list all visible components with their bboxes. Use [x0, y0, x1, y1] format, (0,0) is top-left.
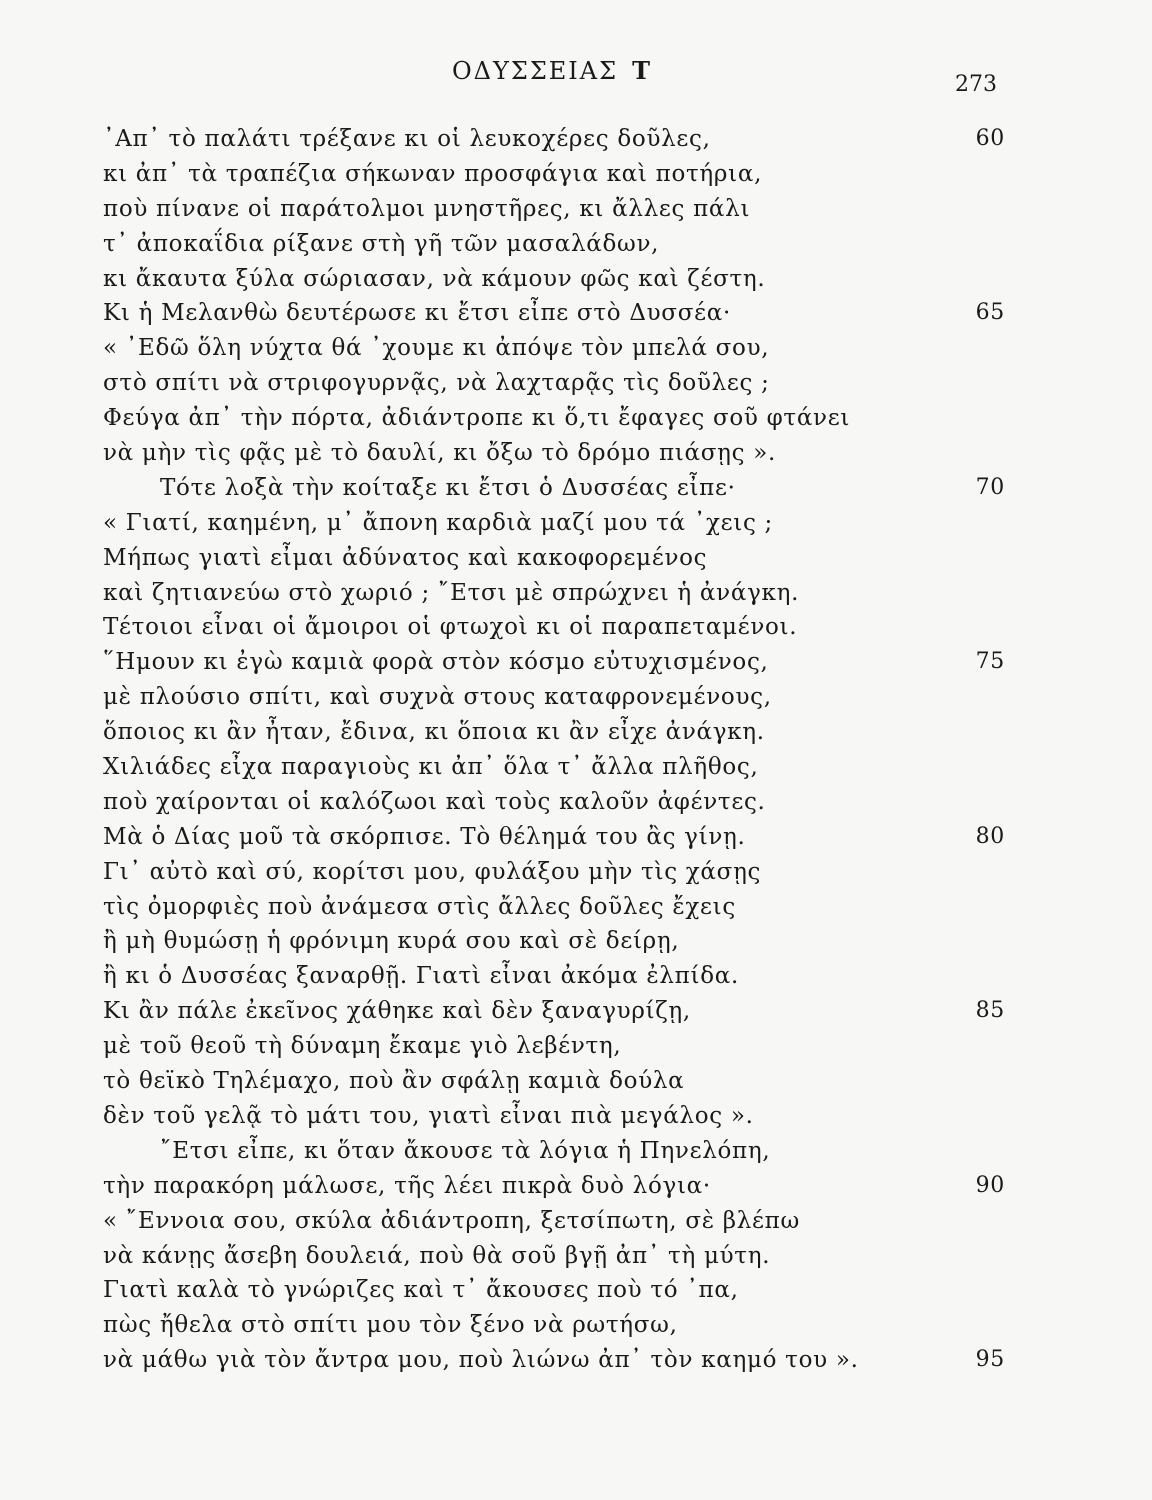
verse-line: [0, 715, 1152, 750]
line-number: 75: [975, 649, 1005, 675]
line-number: 70: [975, 474, 1005, 500]
verse-text: τὴν παρακόρη μάλωσε, τῆς λέει πικρὰ δυὸ λόγια·: [103, 1172, 711, 1199]
verse-text: ποὺ πίνανε οἱ παράτολμοι μνηστῆρες, κι ἄλλες πάλι: [103, 195, 751, 222]
verse-text: τ᾿ ἀποκαΐδια ρίξανε στὴ γῆ τῶν μασαλάδων,: [103, 230, 660, 257]
verse-text: νὰ κάνῃς ἄσεβη δουλειά, ποὺ θὰ σοῦ βγῇ ἀπ᾿ τὴ μύτη.: [103, 1242, 771, 1269]
verse-line: [0, 785, 1152, 820]
verse-text: « ῎Εννοια σου, σκύλα ἀδιάντροπη, ξετσίπωτη, σὲ βλέπω: [103, 1207, 800, 1234]
page-number: 273: [955, 72, 997, 97]
line-number: 90: [975, 1172, 1005, 1198]
verse-line: [0, 436, 1152, 471]
verse-text: τὶς ὀμορφιὲς ποὺ ἀνάμεσα στὶς ἄλλες δοῦλες ἔχεις: [103, 893, 736, 920]
verse-text: τὸ θεϊκὸ Τηλέμαχο, ποὺ ἂν σφάλῃ καμιὰ δούλα: [103, 1068, 685, 1095]
verse-line: [0, 122, 1152, 157]
verse-line: [0, 227, 1152, 262]
verse-line: [0, 610, 1152, 645]
verse-text: Χιλιάδες εἶχα παραγιοὺς κι ἀπ᾿ ὅλα τ᾿ ἄλλα πλῆθος,: [103, 754, 759, 781]
verse-text: δὲν τοῦ γελᾷ τὸ μάτι του, γιατὶ εἶναι πιὰ μεγάλος ».: [103, 1102, 754, 1129]
verse-line: [0, 541, 1152, 576]
verse-line: [0, 1029, 1152, 1064]
verse-line: [0, 1134, 1152, 1169]
verse-line: [0, 471, 1152, 506]
verse-line: [0, 262, 1152, 297]
verse-text: Φεύγα ἀπ᾿ τὴν πόρτα, ἀδιάντροπε κι ὅ,τι ἔφαγες σοῦ φτάνει: [103, 405, 851, 432]
verse-text: ῞Ημουν κι ἐγὼ καμιὰ φορὰ στὸν κόσμο εὐτυχισμένος,: [103, 649, 769, 676]
verse-text: Κι ἂν πάλε ἐκεῖνος χάθηκε καὶ δὲν ξαναγυρίζῃ,: [103, 998, 691, 1025]
verse-text: Τότε λοξὰ τὴν κοίταξε κι ἔτσι ὁ Δυσσέας εἶπε·: [160, 474, 736, 501]
running-title: [452, 56, 652, 85]
verse-line: [0, 576, 1152, 611]
page-header: [0, 52, 1152, 97]
verse-line: [0, 750, 1152, 785]
verse-text: Γι᾿ αὐτὸ καὶ σύ, κορίτσι μου, φυλάξου μὴν τὶς χάσῃς: [103, 858, 762, 885]
running-title-text: ΟΔΥΣΣΕΙΑΣ: [452, 57, 619, 85]
verse-line: [0, 890, 1152, 925]
verse-line: [0, 820, 1152, 855]
verse-text: κι ἄκαυτα ξύλα σώριασαν, νὰ κάμουν φῶς καὶ ζέστη.: [103, 265, 766, 292]
verse-text: μὲ τοῦ θεοῦ τὴ δύναμη ἔκαμε γιὸ λεβέντη,: [103, 1033, 622, 1060]
verse-line: [0, 1204, 1152, 1239]
verse-text: « Γιατί, καημένη, μ᾿ ἄπονη καρδιὰ μαζί μου τά ᾿χεις ;: [103, 509, 773, 536]
verse-text: ᾿Απ᾿ τὸ παλάτι τρέξανε κι οἱ λευκοχέρες δοῦλες,: [103, 126, 711, 152]
verse-text: ὅποιος κι ἂν ἦταν, ἔδινα, κι ὅποια κι ἂν εἶχε ἀνάγκη.: [103, 719, 765, 746]
book-letter: Τ: [632, 56, 652, 85]
verse-line: [0, 994, 1152, 1029]
verse-line: [0, 506, 1152, 541]
verse-text: νὰ μὴν τὶς φᾷς μὲ τὸ δαυλί, κι ὄξω τὸ δρόμο πιάσῃς ».: [103, 440, 776, 467]
verse-line: [0, 645, 1152, 680]
verse-line: [0, 1239, 1152, 1274]
verse-text: ποὺ χαίρονται οἱ καλόζωοι καὶ τοὺς καλοῦν ἀφέντες.: [103, 788, 766, 815]
verse-line: [0, 366, 1152, 401]
verse-line: [0, 192, 1152, 227]
verse-text: κι ἀπ᾿ τὰ τραπέζια σήκωναν προσφάγια καὶ ποτήρια,: [103, 160, 763, 187]
verse-text: Μήπως γιατὶ εἶμαι ἀδύνατος καὶ κακοφορεμένος: [103, 544, 708, 571]
verse-text: Κι ἡ Μελανθὼ δευτέρωσε κι ἔτσι εἶπε στὸ Δυσσέα·: [103, 300, 731, 327]
verse-line: [0, 1343, 1152, 1378]
verse-text: νὰ μάθω γιὰ τὸν ἄντρα μου, ποὺ λιώνω ἀπ᾿ τὸν καημό του ».: [103, 1347, 859, 1374]
line-number: 60: [975, 126, 1005, 151]
line-number: 85: [975, 998, 1005, 1024]
verse-line: [0, 1064, 1152, 1099]
verse-line: [0, 1308, 1152, 1343]
verse-text: Γιατὶ καλὰ τὸ γνώριζες καὶ τ᾿ ἄκουσες ποὺ τό ᾿πα,: [103, 1277, 739, 1304]
verse-line: [0, 157, 1152, 192]
verse-text: καὶ ζητιανεύω στὸ χωριό ; ῎Ετσι μὲ σπρώχνει ἡ ἀνάγκη.: [103, 579, 800, 606]
verse-line: [0, 855, 1152, 890]
verse-text: ἢ μὴ θυμώσῃ ἡ φρόνιμη κυρά σου καὶ σὲ δείρῃ,: [103, 928, 680, 955]
verse-text: στὸ σπίτι νὰ στριφογυρνᾷς, νὰ λαχταρᾷς τὶς δοῦλες ;: [103, 370, 770, 397]
verse-text: Μὰ ὁ Δίας μοῦ τὰ σκόρπισε. Τὸ θέλημά του ἂς γίνῃ.: [103, 823, 746, 850]
verse-line: [0, 680, 1152, 715]
verse-line: [0, 401, 1152, 436]
line-number: 95: [975, 1347, 1005, 1373]
verse-text: πὼς ἤθελα στὸ σπίτι μου τὸν ξένο νὰ ρωτήσω,: [103, 1312, 678, 1339]
verse-line: [0, 1099, 1152, 1134]
line-number: 80: [975, 823, 1005, 849]
verse-line: [0, 959, 1152, 994]
verse-line: [0, 1169, 1152, 1204]
verse-text: Τέτοιοι εἶναι οἱ ἄμοιροι οἱ φτωχοὶ κι οἱ παραπεταμένοι.: [103, 614, 798, 641]
line-number: 65: [975, 300, 1005, 326]
verse-line: [0, 296, 1152, 331]
verse-line: [0, 331, 1152, 366]
verse-text: ἢ κι ὁ Δυσσέας ξαναρθῇ. Γιατὶ εἶναι ἀκόμα ἐλπίδα.: [103, 963, 739, 990]
verse-line: [0, 1273, 1152, 1308]
verse-line: [0, 924, 1152, 959]
poem-text: [0, 122, 1152, 1378]
verse-text: ῎Ετσι εἶπε, κι ὅταν ἄκουσε τὰ λόγια ἡ Πηνελόπη,: [160, 1137, 771, 1164]
verse-text: « ᾿Εδῶ ὅλη νύχτα θά ᾿χουμε κι ἀπόψε τὸν μπελά σου,: [103, 335, 770, 362]
verse-text: μὲ πλούσιο σπίτι, καὶ συχνὰ στους καταφρονεμένους,: [103, 684, 772, 711]
